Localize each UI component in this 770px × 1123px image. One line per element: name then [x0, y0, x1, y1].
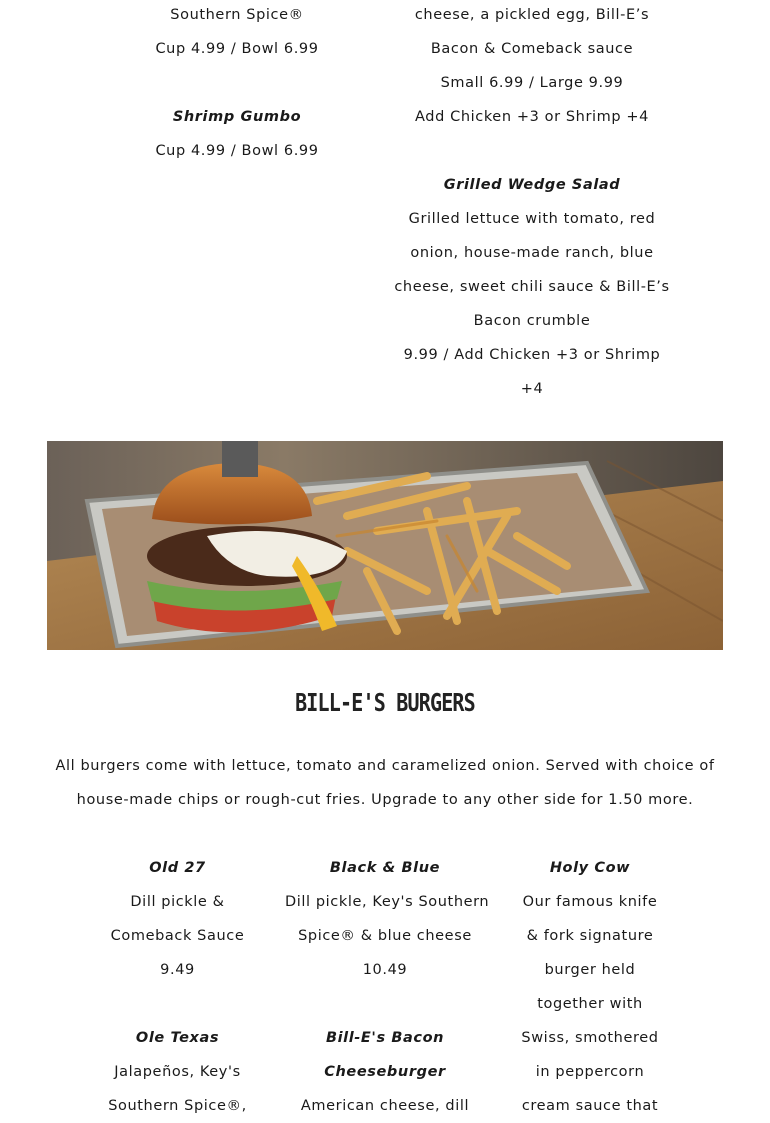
menu-item-text: burger held	[544, 962, 636, 978]
spacer	[80, 987, 275, 1021]
menu-item-text: Our famous knife	[522, 894, 658, 910]
burger-column-3	[500, 851, 680, 1123]
menu-column-left	[112, 0, 362, 168]
menu-item-text: onion, house-made ranch, blue	[410, 245, 654, 261]
burger-and-fries-photo	[47, 441, 723, 650]
menu-item-text: Cup 4.99 / Bowl 6.99	[155, 41, 319, 57]
menu-item-text: & fork signature	[526, 928, 654, 944]
menu-item-text: Small 6.99 / Large 9.99	[440, 75, 624, 91]
menu-item-text: Cup 4.99 / Bowl 6.99	[155, 143, 319, 159]
spacer	[392, 134, 672, 168]
burgers-intro	[40, 749, 730, 817]
menu-item-title: Cheeseburger	[324, 1064, 446, 1080]
menu-item-title: Old 27	[149, 860, 206, 876]
spacer	[112, 66, 362, 100]
menu-item-text: Dill pickle, Key's Southern	[285, 894, 490, 910]
burger-column-1	[80, 851, 275, 1123]
section-heading-burgers: BILL-E'S BURGERS	[295, 688, 475, 717]
menu-item-text: in peppercorn	[535, 1064, 645, 1080]
menu-column-right	[392, 0, 672, 406]
menu-item-text: Southern Spice®,	[108, 1098, 247, 1114]
menu-item-text: American cheese, dill	[300, 1098, 470, 1114]
menu-item-text: 9.49	[160, 962, 195, 978]
menu-item-title: Black & Blue	[329, 860, 441, 876]
menu-item-text: Grilled lettuce with tomato, red	[408, 211, 656, 227]
menu-item-text: together with	[537, 996, 643, 1012]
intro-line: house-made chips or rough-cut fries. Upgrade to any other side for 1.50 more.	[76, 792, 694, 808]
menu-item-text: Swiss, smothered	[521, 1030, 659, 1046]
menu-item-text: Comeback Sauce	[110, 928, 245, 944]
menu-item-text: Southern Spice®	[170, 7, 304, 23]
menu-item-title: Shrimp Gumbo	[172, 109, 302, 125]
menu-item-text: cheese, sweet chili sauce & Bill-E’s	[394, 279, 670, 295]
menu-item-text: 10.49	[362, 962, 408, 978]
menu-item-text: Add Chicken +3 or Shrimp +4	[415, 109, 649, 125]
menu-item-text: Bacon crumble	[473, 313, 591, 329]
menu-item-text: +4	[520, 381, 544, 397]
spacer	[285, 987, 485, 1021]
menu-item-title: Bill-E's Bacon	[325, 1030, 445, 1046]
menu-item-text: Spice® & blue cheese	[298, 928, 472, 944]
burger-column-2	[285, 851, 490, 1123]
menu-item-text: cheese, a pickled egg, Bill-E’s	[414, 7, 650, 23]
menu-item-title: Holy Cow	[549, 860, 631, 876]
menu-item-text: Dill pickle &	[130, 894, 225, 910]
menu-item-title: Grilled Wedge Salad	[443, 177, 621, 193]
menu-item-text: Bacon & Comeback sauce	[430, 41, 634, 57]
menu-item-text: 9.99 / Add Chicken +3 or Shrimp	[403, 347, 661, 363]
menu-item-text: cream sauce that	[521, 1098, 659, 1114]
menu-item-title: Ole Texas	[135, 1030, 220, 1046]
intro-line: All burgers come with lettuce, tomato and caramelized onion. Served with choice of	[55, 758, 715, 774]
menu-item-text: Jalapeños, Key's	[114, 1064, 241, 1080]
